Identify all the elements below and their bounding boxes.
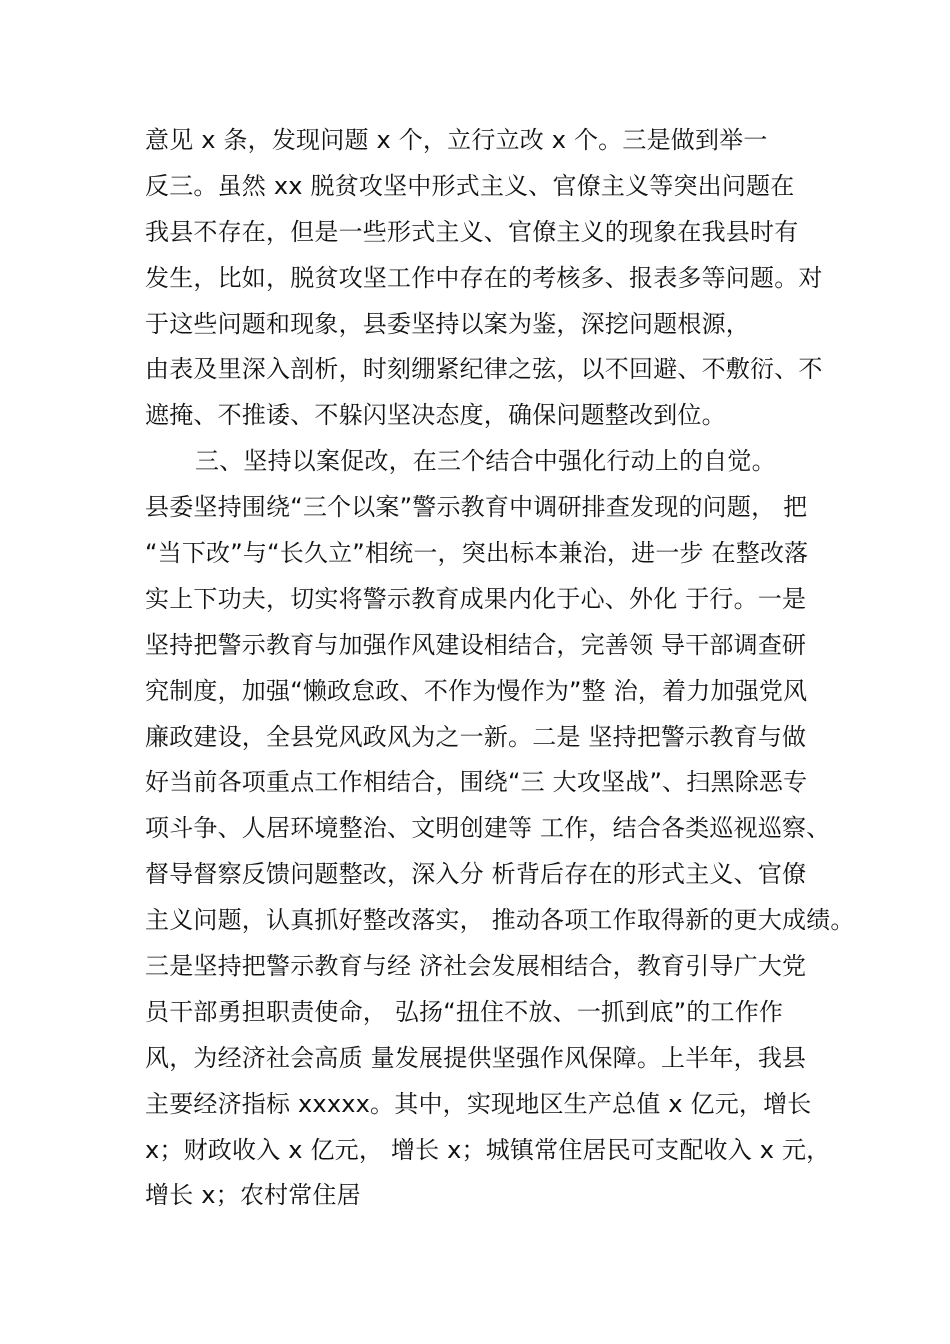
section-heading: 三、坚持以案促改，在三个结合中强化行动上的自觉。: [195, 447, 776, 476]
text-line: 由表及里深入剖析，时刻绷紧纪律之弦，以不回避、不敷衍、不: [145, 355, 823, 384]
text-line: x；财政收入 x 亿元， 增长 x；城镇常住居民可支配收入 x 元，: [145, 1135, 831, 1164]
text-line: 督导督察反馈问题整改，深入分 析背后存在的形式主义、官僚: [145, 860, 807, 889]
text-line: 廉政建设，全县党风政风为之一新。二是 坚持把警示教育与做: [145, 722, 807, 751]
text-line: 员干部勇担职责使命， 弘扬“扭住不放、一抓到底”的工作作: [145, 997, 784, 1026]
text-line: 坚持把警示教育与加强作风建设相结合，完善领 导干部调查研: [145, 630, 807, 659]
text-line: 于这些问题和现象，县委坚持以案为鉴，深挖问题根源，: [145, 309, 750, 338]
text-line: 主要经济指标 xxxxx。其中，实现地区生产总值 x 亿元，增长: [145, 1089, 812, 1118]
text-line: 意见 x 条，发现问题 x 个，立行立改 x 个。三是做到举一: [145, 126, 768, 154]
text-line: 县委坚持围绕“三个以案”警示教育中调研排查发现的问题， 把: [145, 493, 808, 522]
text-line: 项斗争、人居环境整治、文明创建等 工作，结合各类巡视巡察、: [145, 814, 831, 843]
text-line: 三是坚持把警示教育与经 济社会发展相结合，教育引导广大党: [145, 952, 807, 981]
text-line: 实上下功夫，切实将警示教育成果内化于心、外化 于行。一是: [145, 584, 807, 613]
text-line: 好当前各项重点工作相结合，围绕“三 大攻坚战”、扫黑除恶专: [145, 768, 808, 797]
text-line: 发生，比如，脱贫攻坚工作中存在的考核多、报表多等问题。对: [145, 263, 823, 292]
text-line: 我县不存在，但是一些形式主义、官僚主义的现象在我县时有: [145, 217, 799, 246]
text-line: 遮掩、不推诿、不躲闪坚决态度，确保问题整改到位。: [145, 401, 726, 430]
text-line: 主义问题，认真抓好整改落实， 推动各项工作取得新的更大成绩。: [145, 906, 855, 935]
body-text: [145, 118, 855, 1219]
text-line: 风，为经济社会高质 量发展提供坚强作风保障。上半年，我县: [145, 1043, 807, 1072]
text-line: 究制度，加强“懒政怠政、不作为慢作为”整 治，着力加强党风: [145, 676, 808, 705]
text-line: 增长 x；农村常住居: [145, 1181, 361, 1210]
text-line: 反三。虽然 xx 脱贫攻坚中形式主义、官僚主义等突出问题在: [145, 171, 795, 200]
text-line: “当下改”与“长久立”相统一，突出标本兼治，进一步 在整改落: [145, 539, 809, 568]
